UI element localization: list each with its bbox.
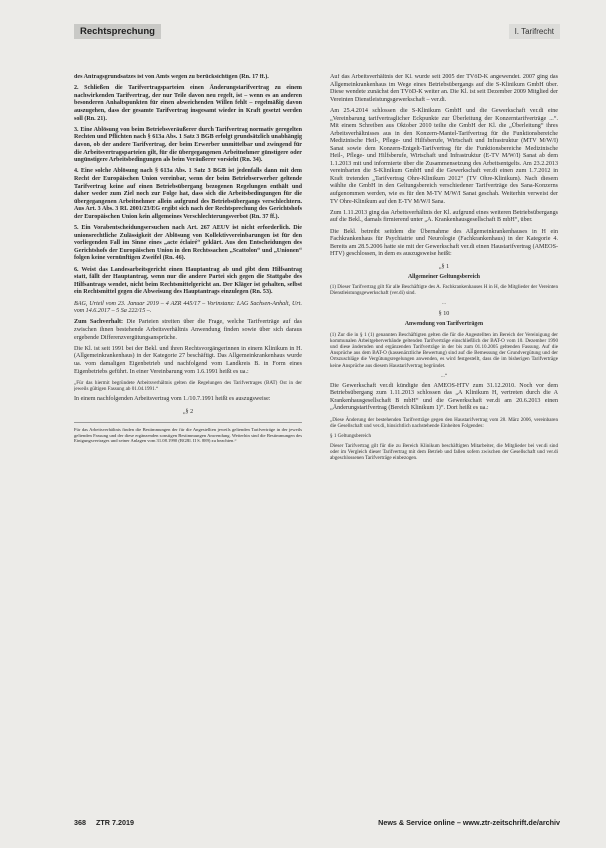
right-paragraph-4: Die Bekl. betreibt seitdem die Übernahme des Allgemeinkrankenhauses in H ein Fachkrankenhaus für Psychiatrie und Neurologie (Fachkrankenhaus) in der Kategorie 4. Bereits am 28.5.2006 hatte sie mit der Gewerkschaft ver.di einen Haustarifvertrag (AMEOS-HTV) geschlossen, in dem es auszugsweise heißt: <box>330 228 558 258</box>
page-header <box>74 24 560 39</box>
section-geltungsbereich-text: Dieser Tarifvertrag gilt für die zu Bereich Klinikum beschäftigten Mitarbeiter, die Mitglieder bei ver.di sind oder im Vergleich dieser Tarifvertrag mit dem Betrieb und fallen sofern zwischen der Gesellschaft und ver.di abgeschlossenen Tarifverträge einbezogen. <box>330 442 558 462</box>
right-paragraph-3: Zum 1.11.2013 ging das Arbeitsverhältnis der Kl. aufgrund eines weiteren Betriebsübergangs auf die Bekl., damals firmierend unter „A. Krankenhausgesellschaft B mbH“, über. <box>330 209 558 224</box>
section-1-text: (1) Dieser Tarifvertrag gilt für alle Beschäftigte des A. Fachkrankenhauses H in H, die Mitglieder der Vereinten Dienstleistungsgewerkschaft (ver.di) sind. <box>330 284 558 297</box>
section-10-text: (1) Zur die in § 1 (1) genannten Beschäftigten gelten die für die Angestellten im Bereich der Vereinigung der kommunalen Arbeitgeberverbände geltenden Tarifverträge einschließlich der BAT-O vom 10. Dezember 1990 und diese ändernden und ergänzenden Tarifverträge in der bis zum 01.10.2005 geltenden Fassung. Auf die Ansprüche aus dem BAT-O (kassenärztliche Bewertung) sind auf die Bemessung der Grundvergütung und der Ortszuschläge die Vergütungsregelungen anwenden, es wird festgestellt, dass die im bisherigen Tarifverträge keine Ansprüche aus diesem Haustarifvertrag begründet. <box>330 331 558 369</box>
facts-paragraph-1 <box>74 319 302 342</box>
journal-issue: ZTR 7.2019 <box>96 817 134 827</box>
footer-left <box>74 818 134 827</box>
ellipsis-1: ... <box>442 300 446 307</box>
quote-2: „Diese Änderung der bestehenden Tarifverträge gegen den Haustarifvertrag vom 28. März 2006, vereinbaren die Gesellschaft und ver.di, hinsichtlich nachstehende Einheiten Folgendes: <box>330 416 558 429</box>
case-citation: BAG, Urteil vom 23. Januar 2019 – 4 AZR 445/17 – Vorinstanz: LAG Sachsen-Anhalt, Urt. vom 14.6.2017 – 5 Sa 222/15 –. <box>74 300 302 315</box>
right-paragraph-5: Die Gewerkschaft ver.di kündigte den AMEOS-HTV zum 31.12.2010. Noch vor dem Betriebsübergang zum 1.11.2013 schlossen das „A Klinikum H, vertreten durch die A Krankenhausgesellschaft B mbH“ und die Gewerkschaft ver.di am 20.6.2013 einen „Änderungstarifvertrag (Bereich Klinikum 1)“. Dort heißt es ua.: <box>330 382 558 412</box>
facts-text-1: Die Parteien streiten über die Frage, welche Tarifverträge auf das zwischen ihnen bestehende Arbeitsverhältnis Anwendung finden sowie über sich daraus ergebende Differenzvergütungsansprüche. <box>74 319 302 341</box>
headnote-2: 2. Schließen die Tarifvertragsparteien einen Änderungstarifvertrag zu einem nachwirkenden Tarifvertrag, der nur Teile davon neu regelt, ist – wenn es an anderen besonderen Anhaltspunkten für einen abweichenden Willen fehlt – regelmäßig davon auszugehen, dass der gesamte Tarifvertrag insgesamt wieder in Kraft gesetzt werden soll (Rn. 21). <box>74 85 302 122</box>
facts-paragraph-3: In einem nachfolgenden Arbeitsvertrag vom 1./10.7.1991 heißt es auszugsweise: <box>74 396 271 403</box>
right-paragraph-1: Auf das Arbeitsverhältnis der Kl. wurde seit 2005 der TVöD-K angewendet. 2007 ging das Allgemeinkrankenhaus im Wege eines Betriebsübergangs auf die S-Klinikum GmbH über. Diese wendete zunächst den TVöD-K weiter an. Die Kl. ist seit Dezember 2009 Mitglied der Vereinten Dienstleistungsgewerkschaft – ver.di. <box>330 74 558 103</box>
headnote-5: 5. Ein Vorabentscheidungsersuchen nach Art. 267 AEUV ist nicht erforderlich. Die unionsrechtliche Zulässigkeit der Ablösung von Kollektivvereinbarungen ist für den vorliegenden Fall im Sinne eines „acte éclairé“ geklärt. Aus den Entscheidungen des Gerichtshofs der Europäischen Union in den Rechtssachen „Scattolon“ und „Unionen“ folgen keine vernünftigen Zweifel (Rn. 46). <box>74 225 302 262</box>
section-10-title: Anwendung von Tarifverträgen <box>404 321 484 328</box>
headnote-4: 4. Eine solche Ablösung nach § 613a Abs. 1 Satz 3 BGB ist jedenfalls dann mit dem Recht der Europäischen Union vereinbar, wenn der beim Betriebserwerber geltende Tarifvertrag keine auf einen Betriebsübergang bezogenen Regelungen enthält und daher weder zum Ziel noch zur Folge hat, dass sich die Arbeitsbedingungen für die übergegangenen Arbeitnehmer allein aufgrund des Betriebsübergangs verschlechtern. Aus Art. 3 Abs. 3 RL 2001/23/EG ergibt sich nach der Rechtsprechung des Gerichtshofs der Europäischen Union kein allgemeines Verschlechterungsverbot (Rn. 37 ff.). <box>74 168 302 220</box>
right-paragraph-2: Am 25.4.2014 schlossen die S-Klinikum GmbH und die Gewerkschaft ver.di eine „Vereinbarung tarifvertraglicher Eckpunkte zur Überleitung der Konzerntarifverträge ...“. Mit einem Schreiben aus Oktober 2010 teilte die GmbH der Kl. die „Überleitung“ ihres Arbeitsverhältnisses aus in den Konzern-Mantel-Tarifvertrag für die Funktionsbereiche Medizinische Heil-, Pflege- und Hilfsberufe, Wirtschaft und Infrastruktur (MTV M/W/I) Sanat sowie dem Konzern-Entgelt-Tarifvertrag für die Funktionsbereiche Medizinische Heil-, Pflege- und Hilfsberufe, Wirtschaft und Infrastruktur (E-TV M/W/I) Sanat ab dem 1.1.2013 mit und informierte über die Zusammensetzung des Arbeitsentgelts. Am 23.2.2013 vereinbarten die S-Klinikum GmbH und die Gewerkschaft ver.di einen zum 1.7.2012 in Kraft tretenden „Tarifvertrag Ohre-Klinikum 2012“ (TV Ohre-Klinikum). Nach diesem wählte die GmbH in den Geltungsbereich verschiedener Tarifverträge des Sana-Konzerns aufgenommen werden, wie es für den M-TV M/W/I Sanat geschah. Weiterhin verweist der TV Ohre-Klinikum auf den E-TV M/W/I Sana. <box>330 107 558 205</box>
section-1-title: Allgemeiner Geltungsbereich <box>407 273 481 280</box>
right-column <box>330 74 558 799</box>
section-1-number: „§ 1 <box>438 263 450 270</box>
left-column <box>74 74 302 774</box>
section-label: Rechtsprechung <box>74 24 161 39</box>
facts-heading: Zum Sachverhalt: <box>74 319 124 326</box>
ellipsis-2: ...“ <box>440 372 448 379</box>
headnote-intro: des Antragsgrundsatzes ist von Amts wegen zu berücksichtigen (Rn. 17 ff.). <box>74 74 269 80</box>
headnote-3: 3. Eine Ablösung von beim Betriebsveräußerer durch Tarifvertrag normativ geregelten Rechten und Pflichten nach § 613a Abs. 1 Satz 3 BGB erfolgt grundsätzlich unabhängig davon, ob der andere Tarifvertrag, der beim Erwerber unmittelbar und zwingend für die Arbeitsvertragsparteien gilt, für die übergegangenen Arbeitnehmer günstigere oder ungünstigere Arbeitsbedingungen als beim Veräußerer vorsieht (Rn. 34). <box>74 126 302 164</box>
footnote-divider <box>74 422 302 423</box>
footnote-text: Für das Arbeitsverhältnis finden die Bestimmungen der für die Angestellten jeweils geltenden Tarifverträge in der jeweils geltenden Fassung und der diese ergänzenden sonstigen Bestimmungen Anwendung. Weiterhin sind die Bestimmungen des Einigungsvertrages und seiner Anlagen vom 31.08.1990 (BGBl. II S. 889) zu beachten.“ <box>74 427 302 444</box>
section-10-number: § 10 <box>438 311 450 318</box>
quote-1: „Für das hiermit begründete Arbeitsverhältnis gelten die Regelungen des Tarifvertrages (BAT) Ost in der jeweils gültigen Fassung ab 01.04.1991.“ <box>74 379 302 393</box>
facts-paragraph-2: Die Kl. ist seit 1991 bei der Bekl. und ihren Rechtsvorgängerinnen in einem Klinikum in H. (Allgemeinkrankenhaus) in der Kategorie 27 beschäftigt. Das Allgemeinkrankenhaus wurde ua. vom damaligen Eigenbetrieb und nachfolgend vom Landkreis B. in Form eines Eigenbetriebs geführt. In einer Vereinbarung vom 1.6.1991 heißt es ua.: <box>74 345 302 375</box>
section-right-label: I. Tarifrecht <box>509 24 560 39</box>
page-footer <box>74 816 560 828</box>
headnote-6: 6. Weist das Landesarbeitsgericht einen Hauptantrag ab und gibt dem Hilfsantrag statt, fällt der Hauptantrag, wenn nur die andere Partei sich gegen die Stattgabe des Hilfsantrags wendet, nicht beim Rechtsmittelgericht an. Der Kläger ist gehalten, selbst ein Rechtsmittel gegen die Abweisung des Hauptantrags einzulegen (Rn. 53). <box>74 266 302 296</box>
page-number: 368 <box>74 817 86 827</box>
section-2-heading: „§ 2 <box>182 408 194 415</box>
website-link[interactable]: News & Service online – www.ztr-zeitschrift.de/archiv <box>378 817 560 827</box>
section-geltungsbereich-heading: § 1 Geltungsbereich <box>330 432 372 439</box>
